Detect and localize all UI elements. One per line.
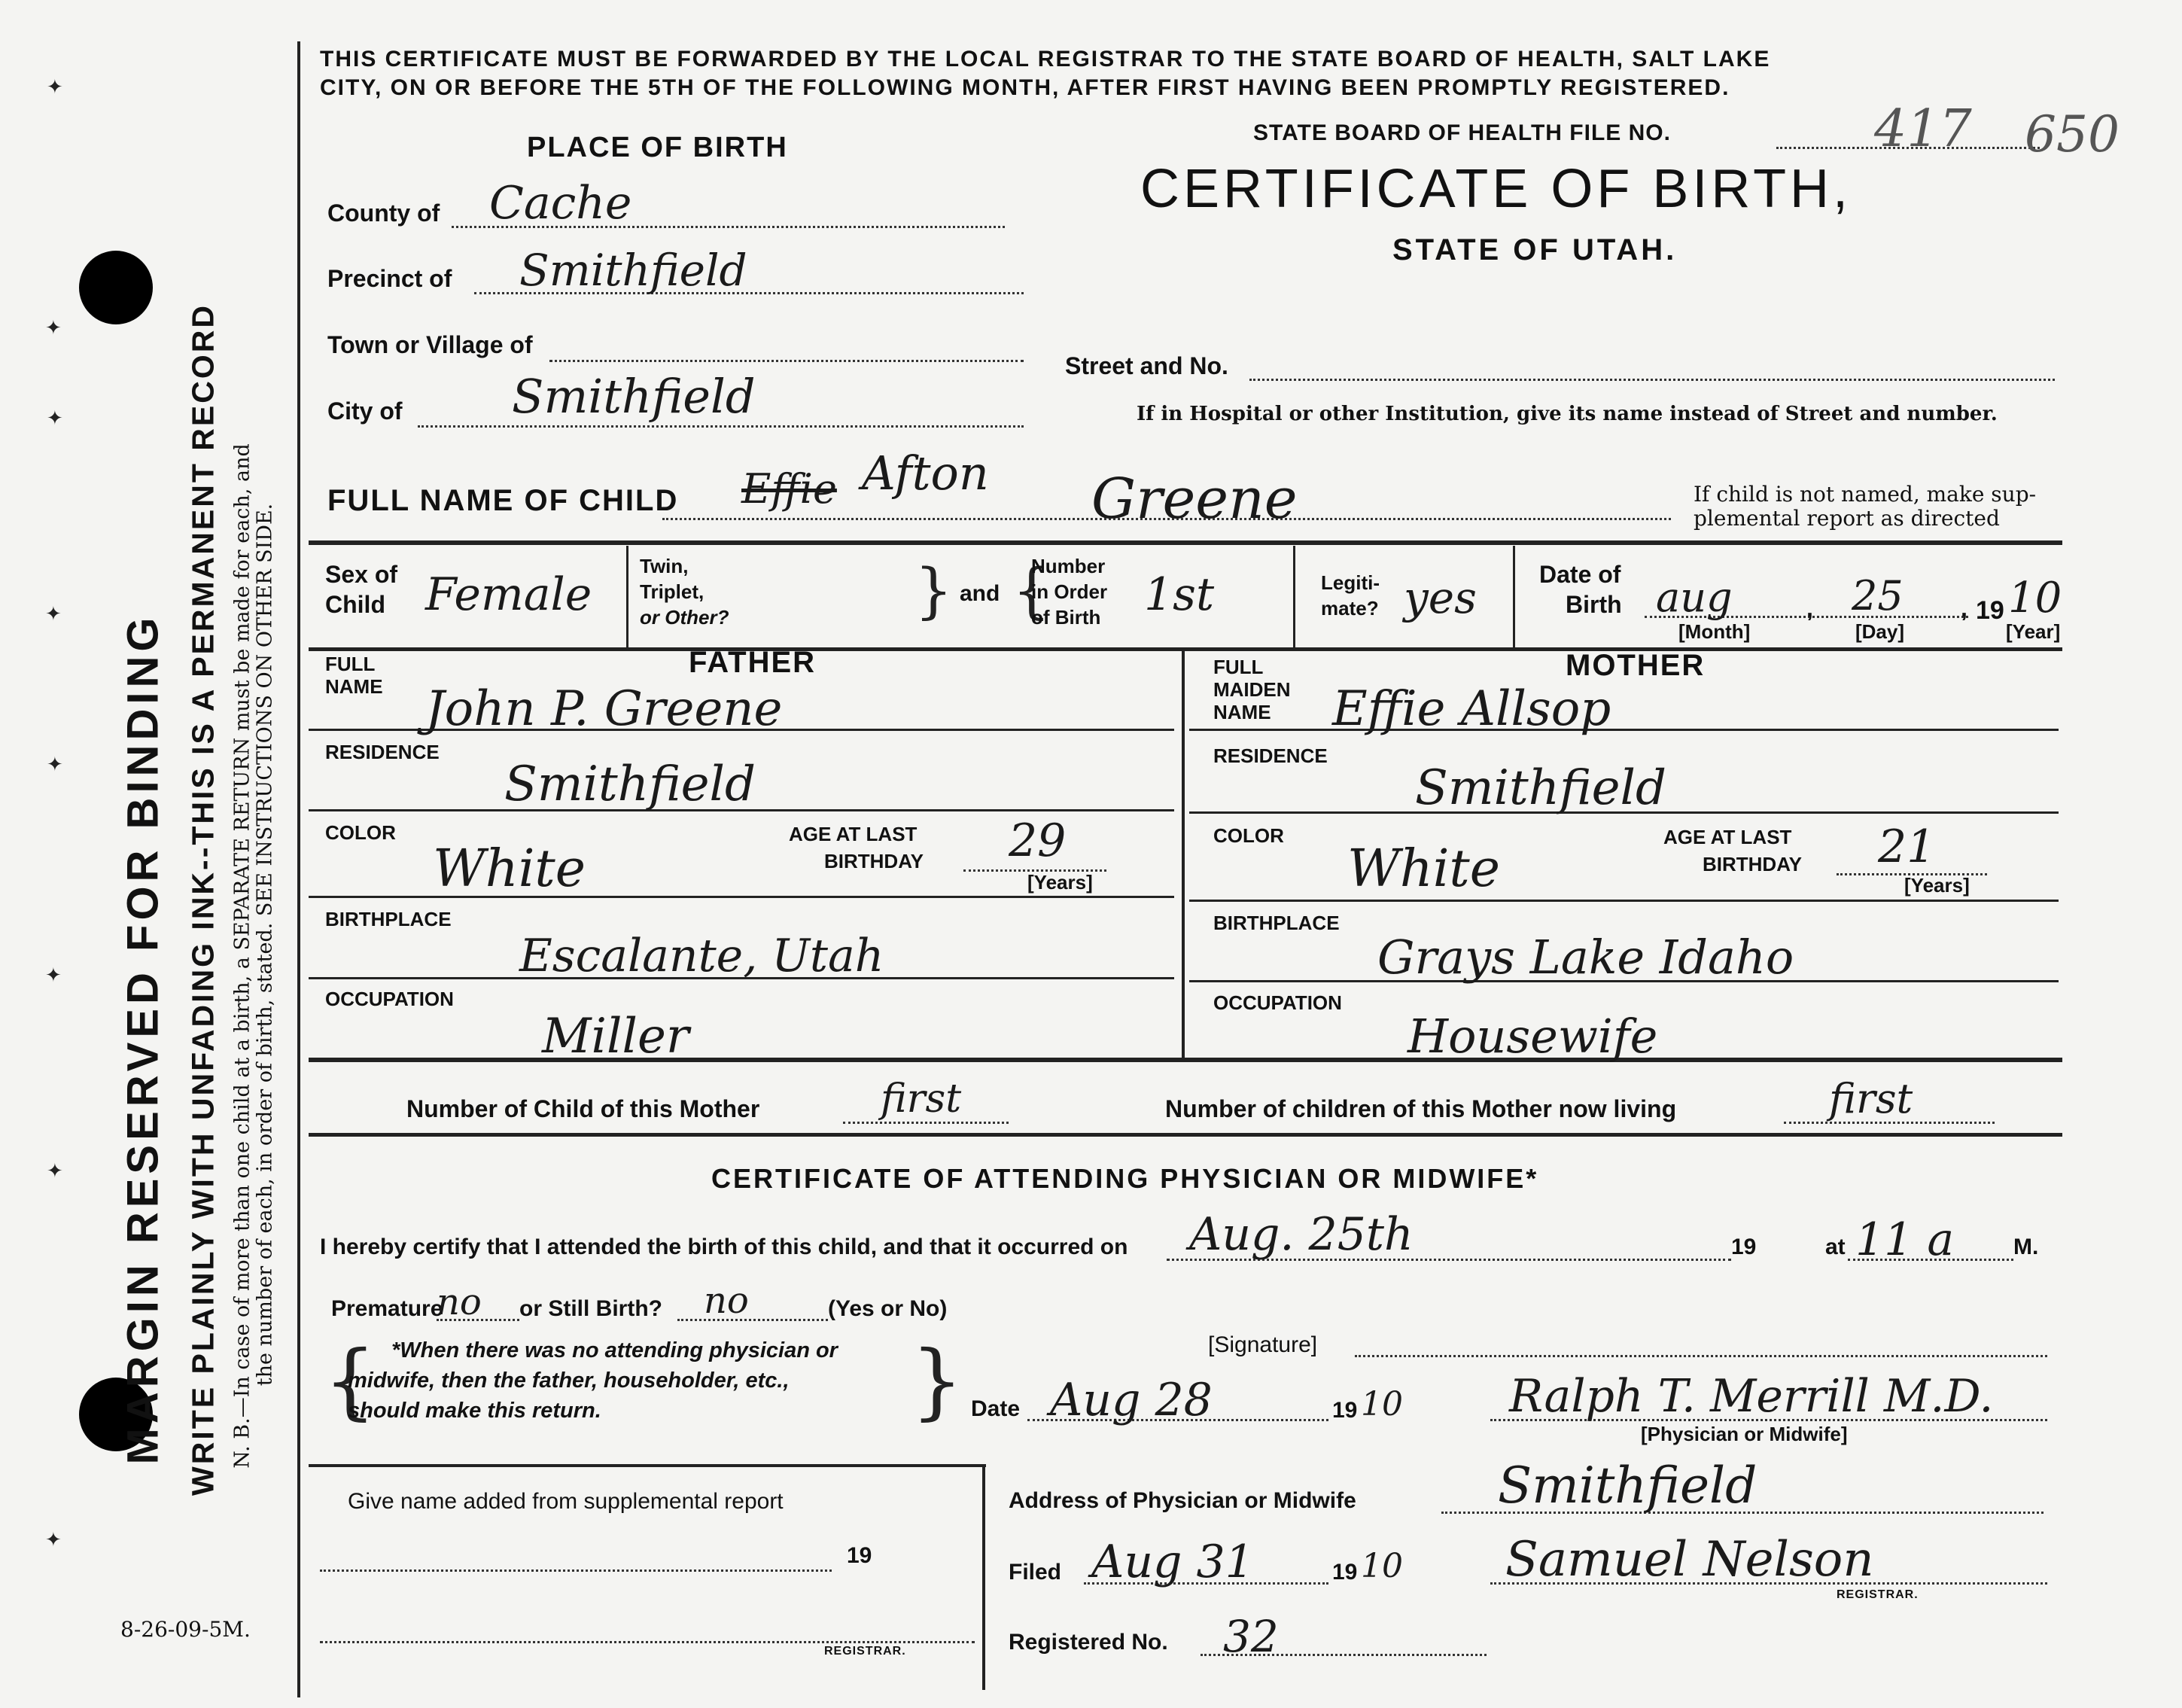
order-value: 1st — [1144, 568, 1215, 621]
rule-above-supplemental — [309, 1464, 986, 1467]
month-label: [Month] — [1678, 620, 1751, 643]
signed-year-prefix: 19 — [1332, 1398, 1358, 1423]
file-no-value: 417 — [1874, 99, 1972, 159]
city-line — [418, 425, 1024, 428]
note-brace-right: } — [911, 1332, 963, 1429]
supplemental-right-border — [982, 1464, 985, 1690]
header-notice-line1: THIS CERTIFICATE MUST BE FORWARDED BY THE LOCAL REGISTRAR TO THE STATE BOARD OF HEALTH, SALT LAKE — [320, 47, 1771, 72]
rule-above-sex — [309, 540, 2062, 545]
twin-label-2: Triplet, — [640, 580, 705, 603]
yes-no-label: (Yes or No) — [828, 1296, 948, 1321]
mother-full-label-1: FULL — [1213, 656, 1264, 678]
legit-value: yes — [1404, 572, 1477, 623]
rule-above-physician — [309, 1133, 2062, 1137]
dob-year-prefix: 19 — [1976, 596, 2004, 625]
father-birthplace: Escalante, Utah — [519, 930, 884, 982]
sex-label-2: Child — [325, 591, 385, 618]
registrar-signature: Samuel Nelson — [1505, 1532, 1874, 1588]
dob-label-1: Date of — [1539, 561, 1621, 588]
mother-residence: Smithfield — [1415, 760, 1666, 816]
supplemental-line — [320, 1569, 832, 1572]
twin-label-1: Twin, — [640, 555, 689, 577]
father-full-label-2: NAME — [325, 675, 383, 698]
child-name-label: FULL NAME OF CHILD — [327, 484, 679, 517]
dob-month: aug — [1656, 574, 1733, 621]
mother-age-label-2: BIRTHDAY — [1703, 853, 1802, 875]
street-line — [1249, 379, 2055, 381]
physician-note-3: should make this return. — [348, 1399, 601, 1423]
certify-text: I hereby certify that I attended the birth of this child, and that it occurred on — [320, 1235, 1128, 1259]
file-no-extra: 650 — [2025, 105, 2120, 163]
certificate-title: CERTIFICATE OF BIRTH, — [1140, 159, 1852, 219]
supplemental-label: Give name added from supplemental report — [348, 1489, 784, 1514]
dob-year: 10 — [2008, 574, 2062, 623]
mother-occupation: Housewife — [1407, 1009, 1658, 1064]
birth-time: 11 a — [1855, 1213, 1955, 1266]
time-suffix: M. — [2013, 1235, 2039, 1259]
twin-label-3: or Other? — [640, 606, 729, 629]
county-label: County of — [327, 199, 440, 227]
edge-mark: ✦ — [47, 1159, 63, 1182]
city-label: City of — [327, 397, 403, 425]
mother-occupation-label: OCCUPATION — [1213, 991, 1342, 1014]
father-occupation: Miller — [542, 1009, 689, 1064]
physician-signature: Ralph T. Merrill M.D. — [1509, 1370, 1994, 1423]
mother-row-line — [1189, 729, 2059, 731]
brace: { — [1012, 556, 1051, 626]
year-label: [Year] — [2006, 620, 2061, 643]
father-color-label: COLOR — [325, 821, 396, 844]
at-label: at — [1825, 1235, 1846, 1259]
signed-year: 10 — [1361, 1385, 1403, 1423]
mother-age: 21 — [1878, 821, 1936, 873]
form-left-border — [297, 41, 300, 1697]
father-age-label-1: AGE AT LAST — [789, 823, 918, 845]
stillbirth-value: no — [704, 1280, 749, 1322]
sex-row-divider — [1513, 546, 1515, 647]
margin-ink-text: WRITE PLAINLY WITH UNFADING INK--THIS IS A PERMANENT RECORD — [185, 303, 221, 1496]
binding-hole-top — [79, 251, 153, 324]
child-of-mother-value: first — [881, 1076, 962, 1122]
brace: } — [914, 556, 953, 626]
unnamed-note-line1: If child is not named, make sup- — [1694, 482, 2037, 507]
premature-label: Premature — [331, 1296, 443, 1321]
header-notice-line2: CITY, ON OR BEFORE THE 5TH OF THE FOLLOWING MONTH, AFTER FIRST HAVING BEEN PROMPTLY REGISTERED. — [320, 75, 1730, 100]
mother-birthplace: Grays Lake Idaho — [1377, 930, 1794, 985]
physician-note-2: midwife, then the father, householder, etc., — [348, 1369, 790, 1393]
sex-label-1: Sex of — [325, 561, 398, 588]
sex-row-divider — [626, 546, 628, 647]
father-name: John P. Greene — [425, 681, 783, 737]
city-value: Smithfield — [512, 369, 756, 424]
town-line — [549, 360, 1024, 362]
sex-row-divider — [1293, 546, 1295, 647]
physician-address: Smithfield — [1498, 1457, 1757, 1515]
dob-label-2: Birth — [1566, 591, 1622, 618]
and-label: and — [960, 581, 1000, 606]
order-label-2: in Order — [1031, 580, 1108, 603]
address-label: Address of Physician or Midwife — [1009, 1488, 1356, 1513]
signature-label: [Signature] — [1208, 1332, 1318, 1357]
mother-birthplace-label: BIRTHPLACE — [1213, 912, 1340, 934]
father-occupation-label: OCCUPATION — [325, 988, 454, 1010]
margin-nb-line1: N. B.—In case of more than one child at a birth, a SEPARATE RETURN must be made for each, and — [230, 443, 254, 1469]
supplemental-registrar-line — [320, 1641, 975, 1643]
certify-year-prefix: 19 — [1731, 1235, 1757, 1259]
note-brace-left: { — [324, 1332, 376, 1429]
edge-mark: ✦ — [47, 75, 63, 98]
mother-full-label-2: MAIDEN — [1213, 678, 1291, 701]
file-no-label: STATE BOARD OF HEALTH FILE NO. — [1253, 120, 1671, 145]
mother-years-label: [Years] — [1904, 874, 1970, 897]
parents-divider — [1182, 649, 1185, 1059]
mother-full-label-3: NAME — [1213, 701, 1271, 723]
stillbirth-label: or Still Birth? — [519, 1296, 662, 1321]
filed-label: Filed — [1009, 1560, 1062, 1585]
edge-mark: ✦ — [45, 964, 62, 986]
mother-row-line — [1189, 900, 2059, 902]
margin-binding-text: MARGIN RESERVED FOR BINDING — [118, 613, 168, 1465]
father-full-label-1: FULL — [325, 653, 376, 675]
certify-date: Aug. 25th — [1189, 1208, 1414, 1261]
county-value: Cache — [489, 177, 632, 230]
filed-year-prefix: 19 — [1332, 1560, 1358, 1585]
order-label-1: Number — [1031, 555, 1106, 577]
father-age: 29 — [1009, 814, 1067, 867]
state-name: STATE OF UTAH. — [1392, 233, 1678, 266]
mother-heading: MOTHER — [1566, 649, 1706, 682]
edge-mark: ✦ — [45, 1528, 62, 1551]
father-age-label-2: BIRTHDAY — [824, 850, 924, 872]
signed-date: Aug 28 — [1050, 1374, 1213, 1426]
reg-no-label: Registered No. — [1009, 1630, 1168, 1655]
mother-residence-label: RESIDENCE — [1213, 744, 1328, 767]
filed-year: 10 — [1361, 1547, 1403, 1585]
filed-date: Aug 31 — [1091, 1536, 1254, 1588]
edge-mark: ✦ — [45, 602, 62, 625]
form-code: 8-26-09-5M. — [120, 1617, 251, 1642]
street-label: Street and No. — [1065, 352, 1228, 379]
legit-label-1: Legiti- — [1321, 571, 1380, 594]
child-name-inserted: Afton — [862, 446, 989, 501]
hospital-note: If in Hospital or other Institution, give its name instead of Street and number. — [1137, 403, 1998, 425]
father-years-label: [Years] — [1027, 871, 1093, 894]
reg-no: 32 — [1223, 1611, 1279, 1662]
father-color: White — [433, 839, 586, 899]
living-label: Number of children of this Mother now living — [1165, 1095, 1677, 1122]
stillbirth-line — [677, 1319, 828, 1321]
signed-date-label: Date — [971, 1396, 1021, 1421]
child-name-struck: Effie — [741, 465, 837, 513]
premature-value: no — [437, 1281, 482, 1323]
mother-age-label-1: AGE AT LAST — [1663, 826, 1792, 848]
dob-comma: , — [1806, 595, 1813, 622]
rule-below-sex — [309, 647, 2062, 651]
supplemental-registrar-label: REGISTRAR. — [824, 1645, 906, 1658]
child-of-mother-line — [843, 1122, 1009, 1124]
day-label: [Day] — [1855, 620, 1905, 643]
edge-mark: ✦ — [47, 753, 63, 775]
mother-color: White — [1347, 839, 1501, 899]
mother-name: Effie Allsop — [1332, 681, 1611, 737]
living-value: first — [1829, 1075, 1913, 1122]
dob-day: 25 — [1852, 572, 1904, 620]
father-residence: Smithfield — [504, 757, 756, 812]
order-label-3: of Birth — [1031, 606, 1101, 629]
supplemental-year-prefix: 19 — [847, 1543, 872, 1568]
mother-color-label: COLOR — [1213, 824, 1284, 847]
place-of-birth-heading: PLACE OF BIRTH — [527, 132, 788, 163]
legit-label-2: mate? — [1321, 597, 1379, 620]
edge-mark: ✦ — [47, 406, 63, 429]
signed-role-label: [Physician or Midwife] — [1641, 1423, 1848, 1445]
unnamed-note-line2: plemental report as directed — [1694, 506, 2000, 531]
precinct-value: Smithfield — [519, 245, 747, 296]
sex-value: Female — [425, 568, 592, 621]
margin-nb-line2: the number of each, in order of birth, stated. SEE INSTRUCTIONS ON OTHER SIDE. — [253, 503, 277, 1387]
physician-heading: CERTIFICATE OF ATTENDING PHYSICIAN OR MIDWIFE* — [711, 1163, 1539, 1194]
signature-line-top — [1355, 1355, 2047, 1357]
edge-mark: ✦ — [45, 316, 62, 339]
child-of-mother-label: Number of Child of this Mother — [406, 1095, 760, 1122]
precinct-label: Precinct of — [327, 265, 452, 292]
registrar-label: REGISTRAR. — [1837, 1588, 1919, 1601]
father-birthplace-label: BIRTHPLACE — [325, 908, 452, 930]
dob-comma: , — [1961, 595, 1967, 622]
town-label: Town or Village of — [327, 331, 533, 358]
father-heading: FATHER — [689, 646, 817, 679]
physician-note-1: *When there was no attending physician or — [391, 1338, 838, 1362]
child-surname: Greene — [1091, 467, 1298, 531]
father-residence-label: RESIDENCE — [325, 741, 440, 763]
